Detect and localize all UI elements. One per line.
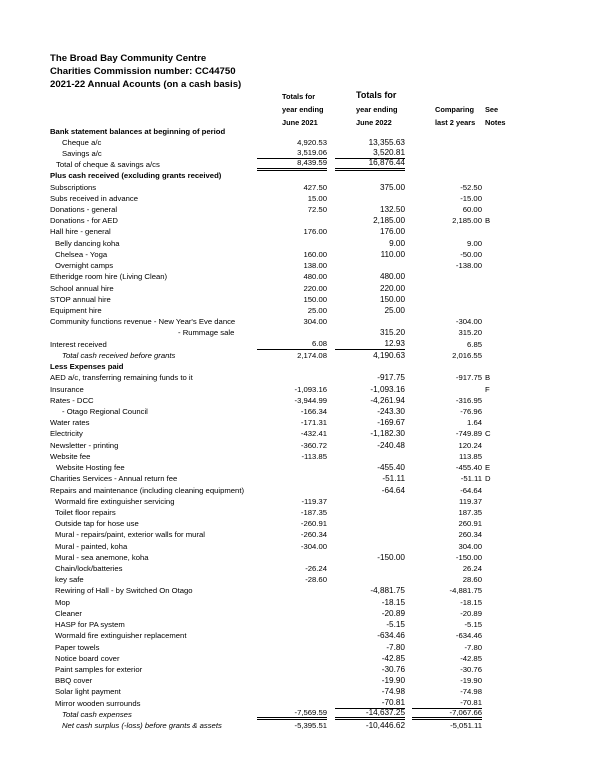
row-label: Total cash received before grants (62, 350, 176, 360)
row-c1-value: 6.08 (257, 339, 327, 350)
table-row (0, 159, 597, 170)
row-c1-value: -3,944.99 (294, 395, 327, 405)
row-c2-value: -70.81 (335, 698, 405, 709)
table-row (0, 529, 597, 540)
row-label: Newsletter - printing (50, 440, 119, 450)
row-c3-value: -76.96 (460, 406, 482, 416)
row-label: Less Expenses paid (50, 362, 124, 372)
row-c1-value: 480.00 (303, 272, 327, 282)
table-row (0, 238, 597, 249)
row-c2-value: -1,182.30 (370, 429, 405, 439)
row-c3-value: 2,185.00 (452, 216, 482, 226)
col1-header-line1: Totals for (282, 92, 316, 101)
row-c2-value: -64.64 (381, 485, 405, 495)
row-c3-value: 113.85 (459, 451, 482, 461)
row-label: AED a/c, transferring remaining funds to it (50, 373, 193, 383)
table-row (0, 372, 597, 383)
col4-header-line2: See (485, 105, 499, 114)
table-row (0, 305, 597, 316)
row-c2-value: -7.80 (386, 642, 405, 652)
row-c3-value: -5.15 (464, 620, 482, 630)
table-row (0, 294, 597, 305)
row-c3-value: -42.85 (460, 653, 482, 663)
col2-header-line3: June 2022 (356, 118, 392, 127)
row-label: HASP for PA system (55, 620, 125, 630)
row-c2-value: -42.85 (381, 653, 405, 663)
table-row (0, 686, 597, 697)
row-label: Cleaner (55, 608, 82, 618)
row-c3-value: -15.00 (460, 193, 482, 203)
row-c1-value: -119.37 (301, 496, 327, 506)
row-c2-value: 3,520.81 (335, 148, 405, 159)
row-c2-value: -169.67 (377, 418, 405, 428)
row-c1-value: -260.91 (300, 519, 327, 529)
row-label: Website fee (50, 451, 91, 461)
row-c3-value: 6.85 (467, 339, 482, 349)
row-c3-value: -634.46 (455, 631, 482, 641)
row-c3-value: -7.80 (464, 642, 482, 652)
row-note: B (485, 216, 491, 226)
row-c1-value: 160.00 (303, 249, 327, 259)
table-row (0, 226, 597, 237)
row-label: Rates - DCC (50, 395, 94, 405)
table-row (0, 608, 597, 619)
row-label: BBQ cover (55, 676, 93, 686)
row-c1-value: 150.00 (303, 294, 327, 304)
row-c2-value: 315.20 (379, 328, 405, 338)
row-c3-value: 2,016.55 (452, 350, 482, 360)
row-c3-value: 1.64 (467, 418, 482, 428)
row-c2-value: -74.98 (381, 687, 405, 697)
table-row (0, 642, 597, 653)
row-c1-value: -432.41 (300, 429, 327, 439)
table-row (0, 417, 597, 428)
col4-header-line3: Notes (485, 118, 506, 127)
row-c1-value: -166.34 (300, 406, 327, 416)
row-c3-value: -5,051.11 (450, 721, 482, 731)
row-label: Mural - sea anemone, koha (55, 552, 149, 562)
row-label: Bank statement balances at beginning of period (50, 126, 226, 136)
row-c1-value: 3,519.06 (257, 148, 327, 159)
report-title: 2021-22 Annual Acounts (on a cash basis) (50, 79, 242, 90)
charity-number: Charities Commission number: CC44750 (50, 66, 236, 77)
table-row (0, 675, 597, 686)
row-c3-value: -749.89 (455, 429, 482, 439)
row-label: Donations - for AED (50, 216, 118, 226)
row-c2-value: -634.46 (377, 631, 405, 641)
row-label: Net cash surplus (-loss) before grants & assets (62, 721, 222, 731)
table-row (0, 552, 597, 563)
row-c1-value: -7,569.59 (257, 709, 327, 721)
row-c3-value: -455.40 (455, 463, 482, 473)
row-label: Insurance (50, 384, 84, 394)
row-c2-value: -243.30 (377, 406, 405, 416)
row-c2-value: 9.00 (389, 238, 405, 248)
row-c3-value: 119.37 (459, 496, 482, 506)
row-label: Website Hosting fee (56, 463, 125, 473)
table-row (0, 597, 597, 608)
row-label: Subscriptions (50, 182, 97, 192)
row-c2-value: -150.00 (377, 552, 405, 562)
row-label: Wormald fire extinguisher servicing (55, 496, 175, 506)
row-label: Paper towels (55, 642, 100, 652)
table-row (0, 563, 597, 574)
row-label: Donations - general (50, 205, 118, 215)
row-c3-value: -50.00 (460, 249, 482, 259)
table-row (0, 496, 597, 507)
row-c1-value: 8,439.59 (257, 159, 327, 171)
table-row (0, 193, 597, 204)
row-label: Belly dancing koha (55, 238, 120, 248)
row-label: Paint samples for exterior (55, 665, 143, 674)
row-c1-value: -260.34 (300, 530, 327, 540)
col2-header-line2: year ending (356, 105, 398, 114)
row-note: F (485, 384, 490, 394)
table-row (0, 249, 597, 260)
row-note: C (485, 429, 491, 439)
table-row (0, 451, 597, 462)
row-c3-value: -7,067.66 (412, 709, 482, 721)
row-c2-value: -917.75 (377, 373, 405, 383)
row-c1-value: 220.00 (303, 283, 327, 293)
table-row (0, 339, 597, 350)
row-c2-value: -4,881.75 (370, 586, 405, 596)
row-label: School annual hire (50, 283, 114, 293)
row-c3-value: -52.50 (460, 182, 482, 192)
row-c2-value: -240.48 (377, 440, 405, 450)
row-label: Etheridge room hire (Living Clean) (50, 272, 168, 282)
row-label: Hall hire - general (50, 227, 111, 237)
row-c1-value: -304.00 (300, 541, 327, 551)
row-label: Water rates (50, 418, 90, 428)
col1-header-line2: year ending (282, 105, 324, 114)
row-c2-value: -14,637.25 (335, 709, 405, 721)
row-c2-value: 480.00 (379, 272, 405, 282)
row-c2-value: 176.00 (379, 227, 405, 237)
org-name: The Broad Bay Community Centre (50, 53, 207, 64)
row-c2-value: -30.76 (381, 665, 405, 674)
row-c2-value: 150.00 (379, 294, 405, 304)
row-label: Rewiring of Hall - by Switched On Otago (55, 586, 193, 596)
row-label: Mural - repairs/paint, exterior walls for mural (55, 530, 205, 540)
table-row (0, 395, 597, 406)
table-row (0, 664, 597, 675)
row-c2-value: 110.00 (380, 249, 405, 259)
row-c3-value: 60.00 (462, 205, 482, 215)
table-row (0, 271, 597, 282)
row-note: D (485, 474, 491, 484)
row-c2-value: -10,446.62 (365, 721, 405, 731)
row-label: Charities Services - Annual return fee (50, 474, 178, 484)
row-c2-value: 2,185.00 (373, 216, 405, 226)
row-label: Notice board cover (55, 653, 120, 663)
row-label: Interest received (50, 339, 107, 349)
table-row (0, 653, 597, 664)
row-c3-value: -20.89 (460, 608, 482, 618)
row-c2-value: -20.89 (381, 608, 405, 618)
row-label: Plus cash received (excluding grants received) (50, 171, 222, 181)
row-c3-value: 26.24 (462, 564, 482, 574)
row-label: Mural - painted, koha (55, 541, 128, 551)
row-c3-value: -74.98 (460, 687, 482, 697)
row-c3-value: 315.20 (458, 328, 482, 338)
row-c3-value: 304.00 (458, 541, 482, 551)
row-label: Wormald fire extinguisher replacement (55, 631, 187, 641)
row-c3-value: 260.34 (458, 530, 482, 540)
row-label: Savings a/c (62, 148, 102, 158)
row-c3-value: -917.75 (455, 373, 482, 383)
row-label: Outside tap for hose use (55, 519, 139, 529)
row-c2-value: -4,261.94 (370, 395, 405, 405)
row-c1-value: 427.50 (303, 182, 327, 192)
row-c1-value: -113.85 (301, 451, 327, 461)
row-label: Overnight camps (55, 261, 114, 271)
row-c1-value: -171.31 (300, 418, 327, 428)
row-c3-value: -150.00 (455, 552, 482, 562)
table-row (0, 585, 597, 596)
row-c2-value: 132.50 (379, 205, 405, 215)
row-c3-value: -138.00 (455, 261, 482, 271)
table-row (0, 630, 597, 641)
table-row (0, 361, 597, 372)
row-c3-value: 9.00 (467, 238, 482, 248)
table-row (0, 619, 597, 630)
row-c2-value: 16,876.44 (335, 159, 405, 171)
row-c1-value: -1,093.16 (294, 384, 327, 394)
row-label: Total of cheque & savings a/cs (56, 160, 160, 170)
table-row (0, 406, 597, 417)
row-c1-value: -26.24 (305, 564, 327, 574)
row-c2-value: -51.11 (382, 474, 405, 484)
row-c2-value: 12.93 (335, 339, 405, 350)
col3-header-line2: Comparing (435, 105, 475, 114)
row-label: Equipment hire (50, 306, 102, 315)
row-c3-value: -304.00 (455, 317, 482, 327)
row-c2-value: -19.90 (381, 676, 405, 686)
row-c2-value: 25.00 (384, 306, 405, 315)
row-label: key safe (55, 575, 84, 585)
row-c1-value: -5,395.51 (294, 721, 327, 731)
table-row (0, 215, 597, 226)
table-row (0, 350, 597, 361)
row-c3-value: -18.15 (460, 597, 482, 607)
row-c1-value: 176.00 (303, 227, 327, 237)
col2-header-line1: Totals for (356, 90, 397, 100)
table-row (0, 518, 597, 529)
table-row (0, 440, 597, 451)
table-row (0, 720, 597, 731)
row-label: Mop (55, 597, 70, 607)
row-c1-value: 4,920.53 (297, 137, 327, 147)
row-c1-value: 304.00 (303, 317, 327, 327)
row-label: Chelsea - Yoga (55, 249, 108, 259)
row-c2-value: -1,093.16 (370, 384, 405, 394)
row-c3-value: -30.76 (460, 665, 482, 674)
row-c3-value: 187.35 (458, 507, 482, 517)
row-label: Community functions revenue - New Year's Eve dance (50, 317, 236, 327)
row-c2-value: 375.00 (379, 182, 405, 192)
row-c3-value: 260.91 (458, 519, 482, 529)
row-note: B (485, 373, 491, 383)
row-c1-value: 2,174.08 (297, 350, 327, 360)
row-c3-value: 120.24 (458, 440, 482, 450)
table-row (0, 473, 597, 484)
table-row (0, 137, 597, 148)
table-row (0, 462, 597, 473)
row-c3-value: -19.90 (460, 676, 482, 686)
row-label: Cheque a/c (62, 137, 102, 147)
row-c2-value: -455.40 (377, 463, 405, 473)
row-c1-value: 138.00 (303, 261, 327, 271)
table-row (0, 384, 597, 395)
row-c3-value: -316.95 (455, 395, 482, 405)
row-c1-value: -187.35 (300, 507, 327, 517)
table-row (0, 541, 597, 552)
row-c3-value: 28.60 (462, 575, 482, 585)
col3-header-line3: last 2 years (435, 118, 476, 127)
row-c2-value: 4,190.63 (373, 350, 405, 360)
row-label: Electricity (50, 429, 83, 439)
row-c3-value: -64.64 (460, 485, 482, 495)
table-row (0, 126, 597, 137)
table-row (0, 485, 597, 496)
row-label: Subs received in advance (50, 193, 139, 203)
row-label: Mirror wooden surrounds (55, 698, 141, 708)
accounts-table (0, 126, 597, 732)
row-label: Chain/lock/batteries (55, 564, 123, 574)
table-row (0, 204, 597, 215)
row-c1-value: -360.72 (300, 440, 327, 450)
row-label: - Otago Regional Council (62, 406, 148, 416)
table-row (0, 574, 597, 585)
row-c2-value: 13,355.63 (368, 137, 405, 147)
row-c3-value: -51.11 (460, 474, 482, 484)
row-label: Toilet floor repairs (55, 507, 116, 517)
table-row (0, 327, 597, 338)
table-row (0, 283, 597, 294)
table-row (0, 507, 597, 518)
row-label: - Rummage sale (178, 328, 235, 338)
row-c2-value: -18.15 (381, 597, 405, 607)
row-c1-value: 15.00 (307, 193, 327, 203)
row-label: Total cash expenses (62, 709, 132, 719)
table-row (0, 316, 597, 327)
row-label: Solar light payment (55, 687, 121, 697)
row-c1-value: 25.00 (307, 306, 327, 315)
table-row (0, 182, 597, 193)
row-c1-value: -28.60 (305, 575, 327, 585)
row-c3-value: -4,881.75 (449, 586, 482, 596)
row-note: E (485, 463, 491, 473)
row-label: Repairs and maintenance (including cleaning equipment) (50, 485, 245, 495)
table-row (0, 170, 597, 181)
row-c2-value: -5.15 (386, 620, 405, 630)
row-c2-value: 220.00 (379, 283, 405, 293)
row-c1-value: 72.50 (307, 205, 327, 215)
col1-header-line3: June 2021 (282, 118, 318, 127)
row-label: STOP annual hire (50, 294, 111, 304)
table-row (0, 709, 597, 720)
table-row (0, 428, 597, 439)
row-c3-value: -70.81 (412, 698, 482, 709)
table-row (0, 260, 597, 271)
